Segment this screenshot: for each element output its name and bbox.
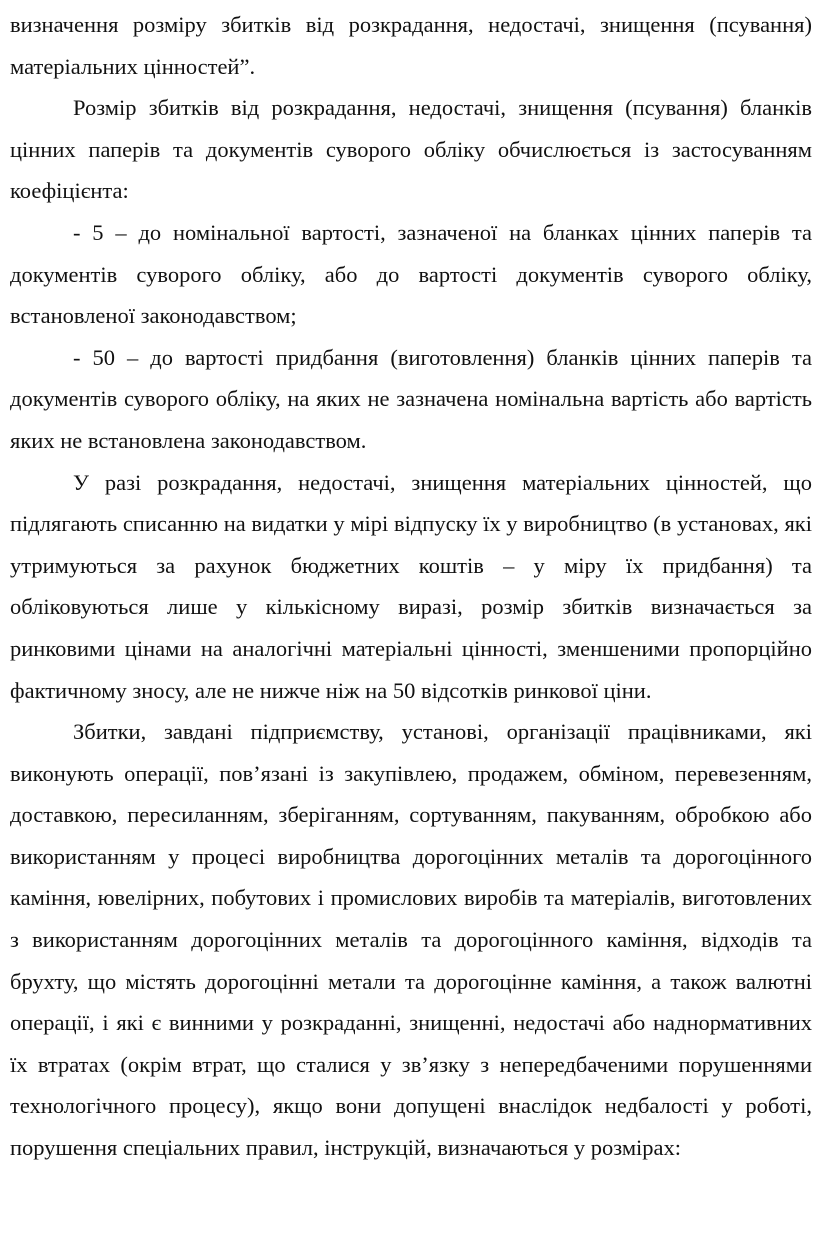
paragraph-precious-metals: Збитки, завдані підприємству, установі, організації працівниками, які виконують операції, пов’язані із закупівлею, продажем, обміном, перевезенням, доставкою, пересиланням, зберіганням, сортуванням, пакуванням, обробкою або використанням у процесі виробництва дорогоцінних металів та дорогоцінного каміння, ювелірних, побутових і промислових виробів та матеріалів, виготовлених з використанням дорогоцінних металів та дорогоцінного каміння, відходів та брухту, що містять дорогоцінні метали та дорогоцінне каміння, а також валютні операції, і які є винними у розкраданні, знищенні, недостачі або наднормативних їх втратах (окрім втрат, що сталися у зв’язку з непередбаченими порушеннями технологічного процесу), якщо вони допущені внаслідок недбалості у роботі, порушення спеціальних правил, інструкцій, визначаються у розмірах:: [10, 719, 812, 1161]
paragraph-continuation: визначення розміру збитків від розкрадання, недостачі, знищення (псування) матеріальних цінностей”.: [10, 12, 812, 79]
document-page: [10, 4, 812, 1169]
list-item-coefficient-50: - 50 – до вартості придбання (виготовлення) бланків цінних паперів та документів суворого обліку, на яких не зазначена номінальна вартість або вартість яких не встановлена законодавством.: [10, 344, 812, 453]
paragraph-coefficient-intro: Розмір збитків від розкрадання, недостачі, знищення (псування) бланків цінних паперів та документів суворого обліку обчислюється із застосуванням коефіцієнта:: [10, 95, 812, 204]
paragraph-market-price: У разі розкрадання, недостачі, знищення матеріальних цінностей, що підлягають списанню на видатки у мірі відпуску їх у виробництво (в установах, які утримуються за рахунок бюджетних коштів – у міру їх придбання) та обліковуються лише у кількісному виразі, розмір збитків визначається за ринковими цінами на аналогічні матеріальні цінності, зменшеними пропорційно фактичному зносу, але не нижче ніж на 50 відсотків ринкової ціни.: [10, 469, 812, 703]
list-item-coefficient-5: - 5 – до номінальної вартості, зазначеної на бланках цінних паперів та документів суворого обліку, або до вартості документів суворого обліку, встановленої законодавством;: [10, 219, 812, 329]
